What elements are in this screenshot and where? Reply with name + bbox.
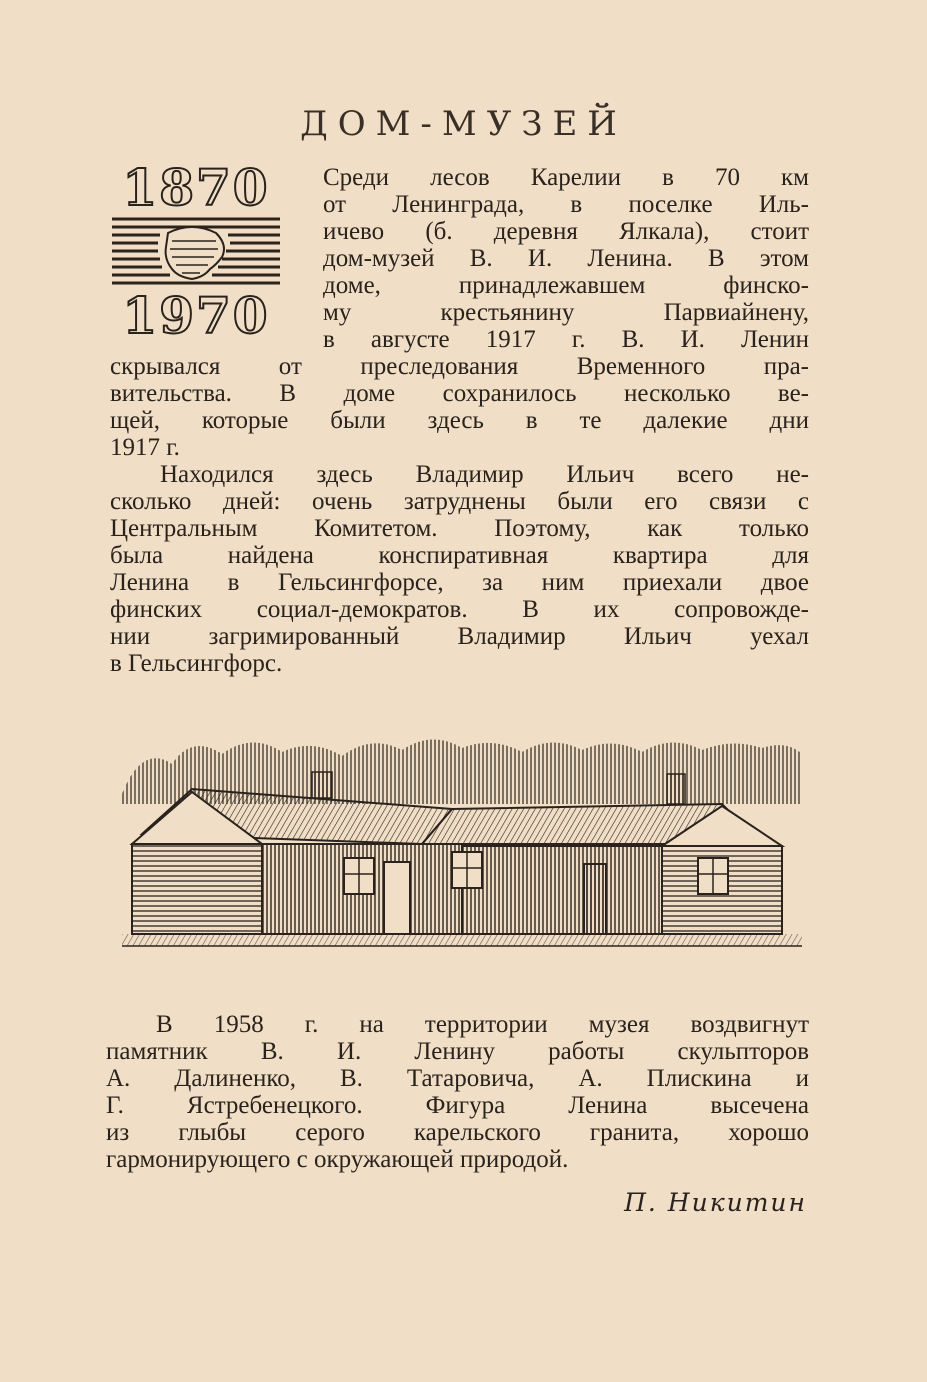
text-line: от Ленинграда, в поселке Иль-: [323, 191, 809, 218]
text-line: му крестьянину Парвиайнену,: [323, 299, 809, 326]
text-line: сколько дней: очень затруднены были его связи с: [110, 488, 809, 515]
emblem-year-end: 1970: [122, 286, 270, 345]
page-title: ДОМ-МУЗЕЙ: [300, 104, 627, 144]
text-line: из глыбы серого карельского гранита, хорошо: [106, 1119, 809, 1146]
house-engraving-image: [122, 734, 802, 954]
text-line: ичево (б. деревня Ялкала), стоит: [323, 218, 809, 245]
text-line: В 1958 г. на территории музея воздвигнут: [156, 1011, 809, 1038]
text-line: щей, которые были здесь в те далекие дни: [110, 407, 809, 434]
text-line: гармонирующего с окружающей природой.: [106, 1146, 569, 1173]
text-line: вительства. В доме сохранилось несколько ве-: [110, 380, 809, 407]
author-signature: П. Никитин: [624, 1188, 807, 1217]
text-line: Находился здесь Владимир Ильич всего не-: [160, 461, 809, 488]
text-line: А. Далиненко, В. Татаровича, А. Плискина и: [106, 1065, 809, 1092]
text-line: нии загримированный Владимир Ильич уехал: [110, 623, 809, 650]
text-line: доме, принадлежавшем финско-: [323, 272, 809, 299]
lenin-profile-icon: [112, 215, 280, 291]
text-line: Среди лесов Карелии в 70 км: [323, 164, 809, 191]
text-line: Г. Ястребенецкого. Фигура Ленина высечена: [106, 1092, 809, 1119]
emblem-year-start: 1870: [122, 158, 270, 217]
text-line: Центральным Комитетом. Поэтому, как только: [110, 515, 809, 542]
text-line: дом-музей В. И. Ленина. В этом: [323, 245, 809, 272]
text-line: финских социал-демократов. В их сопровожде-: [110, 596, 809, 623]
text-line: Ленина в Гельсингфорсе, за ним приехали двое: [110, 569, 809, 596]
text-line: была найдена конспиративная квартира для: [110, 542, 809, 569]
text-line: в августе 1917 г. В. И. Ленин: [323, 326, 809, 353]
anniversary-emblem: [112, 158, 280, 345]
text-line: в Гельсингфорс.: [110, 650, 283, 677]
text-line: памятник В. И. Ленину работы скульпторов: [106, 1038, 809, 1065]
text-line: скрывался от преследования Временного пра-: [110, 353, 809, 380]
text-line: 1917 г.: [110, 434, 180, 461]
